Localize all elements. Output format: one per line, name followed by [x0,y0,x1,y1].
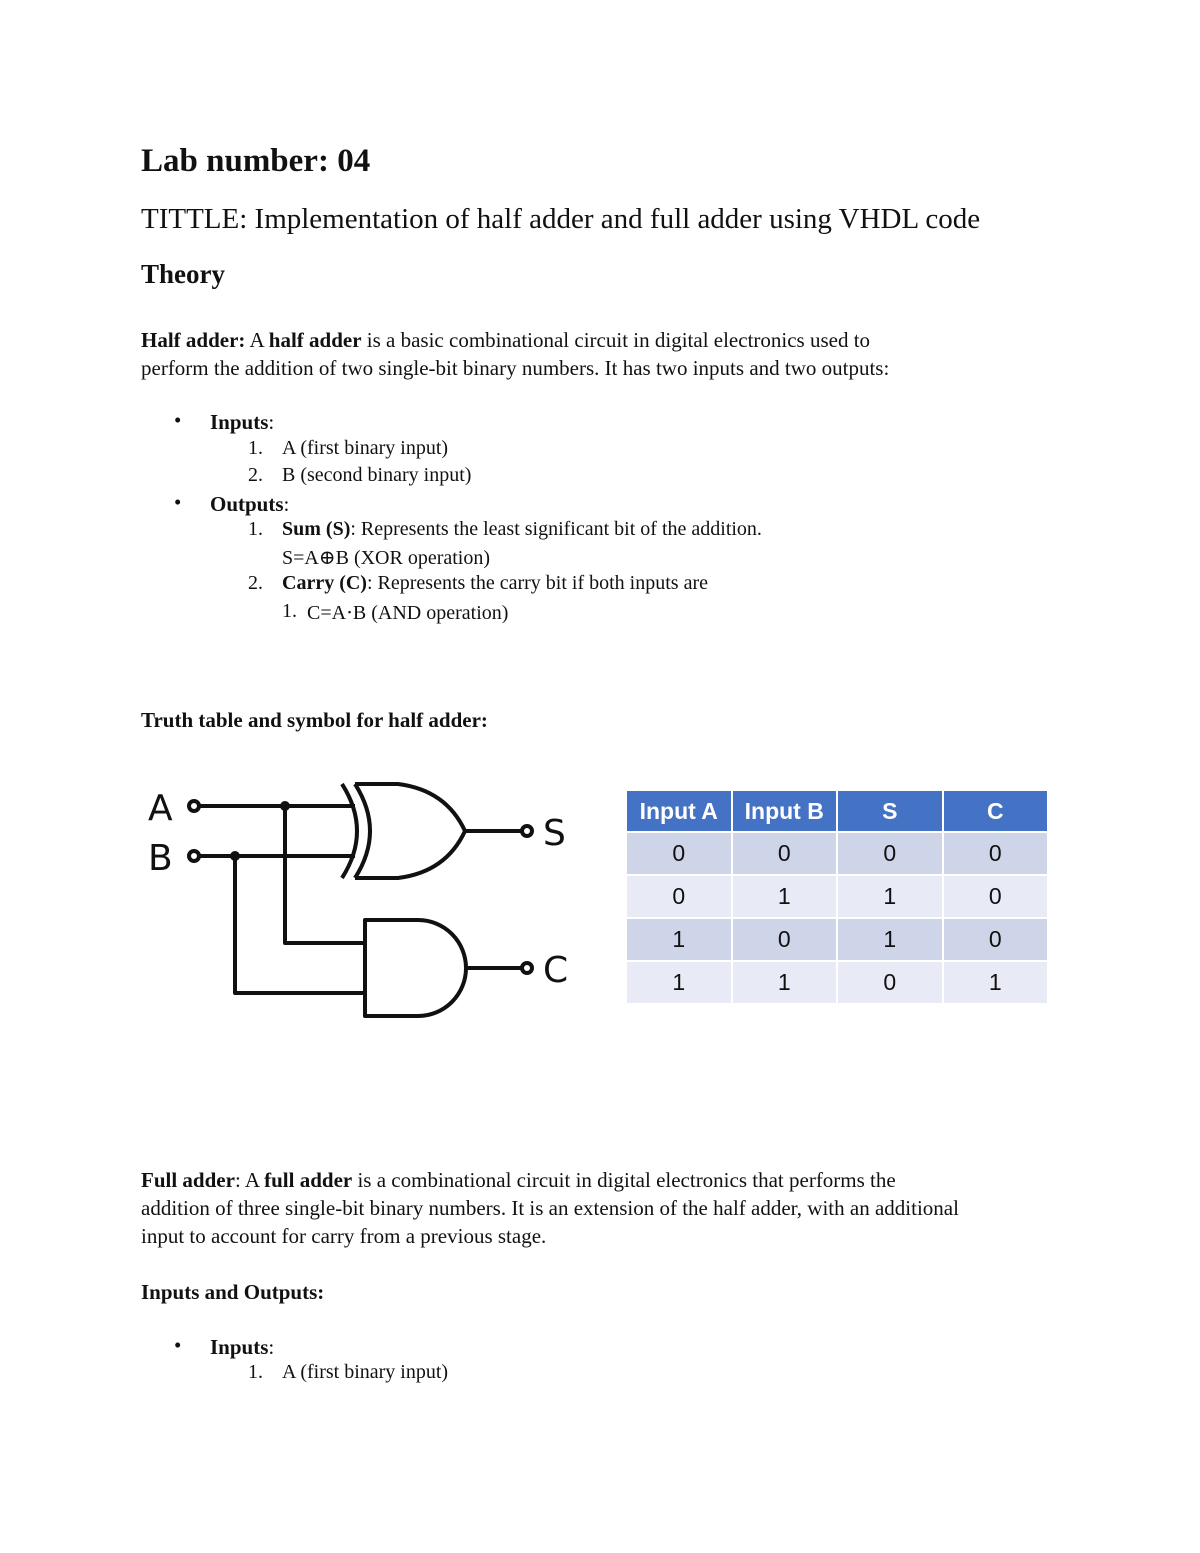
sum-equation: S=A⊕B (XOR operation) [282,547,491,569]
table-row: 1 1 0 1 [627,962,1047,1003]
table-header-row [627,791,1047,831]
label-s: S [543,813,566,854]
label-b: B [148,838,173,879]
carry-equation: C=A⋅B (AND operation) [307,602,509,624]
inputs-label: Inputs: [210,1335,275,1359]
half-adder-circuit [140,770,590,1030]
lab-number: Lab number: 04 [141,143,371,179]
xor-gate [342,784,465,878]
full-adder-paragraph: Full adder: A full adder is a combinational circuit in digital electronics that performs the addition of three single-bit binary numbers. It is an extension of the half adder, with an additional input to account for carry from a previous stage. [141,1168,959,1248]
full-adder-term: Full adder [141,1168,235,1192]
table-row: 1 0 1 0 [627,919,1047,960]
list-item: Carry (C): Represents the carry bit if both inputs are [282,572,708,594]
table-row: 0 1 1 0 [627,876,1047,917]
inputs-outputs-heading: Inputs and Outputs: [141,1280,325,1304]
half-adder-paragraph: Half adder: A half adder is a basic combinational circuit in digital electronics used to perform the addition of two single-bit binary numbers. It has two inputs and two outputs: [141,328,890,380]
inputs-label: Inputs: [210,410,275,434]
list-item: B (second binary input) [282,464,472,486]
document-title: TITTLE: Implementation of half adder and full adder using VHDL code [141,203,981,235]
output-c-terminal [522,963,532,973]
theory-heading: Theory [141,259,225,289]
list-item: A (first binary input) [282,437,449,459]
and-gate [365,920,466,1016]
column-header: S [838,791,942,831]
truth-table-heading: Truth table and symbol for half adder: [141,708,488,732]
label-c: C [543,950,569,991]
outputs-label: Outputs: [210,492,290,516]
bullet-icon: • [174,490,182,514]
truth-table [625,789,1049,1005]
table-row: 0 0 0 0 [627,833,1047,874]
half-adder-term: Half adder: [141,328,246,352]
column-header: Input A [627,791,731,831]
input-a-terminal [189,801,199,811]
list-item: Sum (S): Represents the least significant bit of the addition. [282,518,762,540]
bullet-icon: • [174,1333,182,1357]
output-s-terminal [522,826,532,836]
column-header: C [944,791,1048,831]
list-item: A (first binary input) [282,1361,449,1383]
input-b-terminal [189,851,199,861]
bullet-icon: • [174,408,182,432]
label-a: A [148,788,173,829]
column-header: Input B [733,791,837,831]
